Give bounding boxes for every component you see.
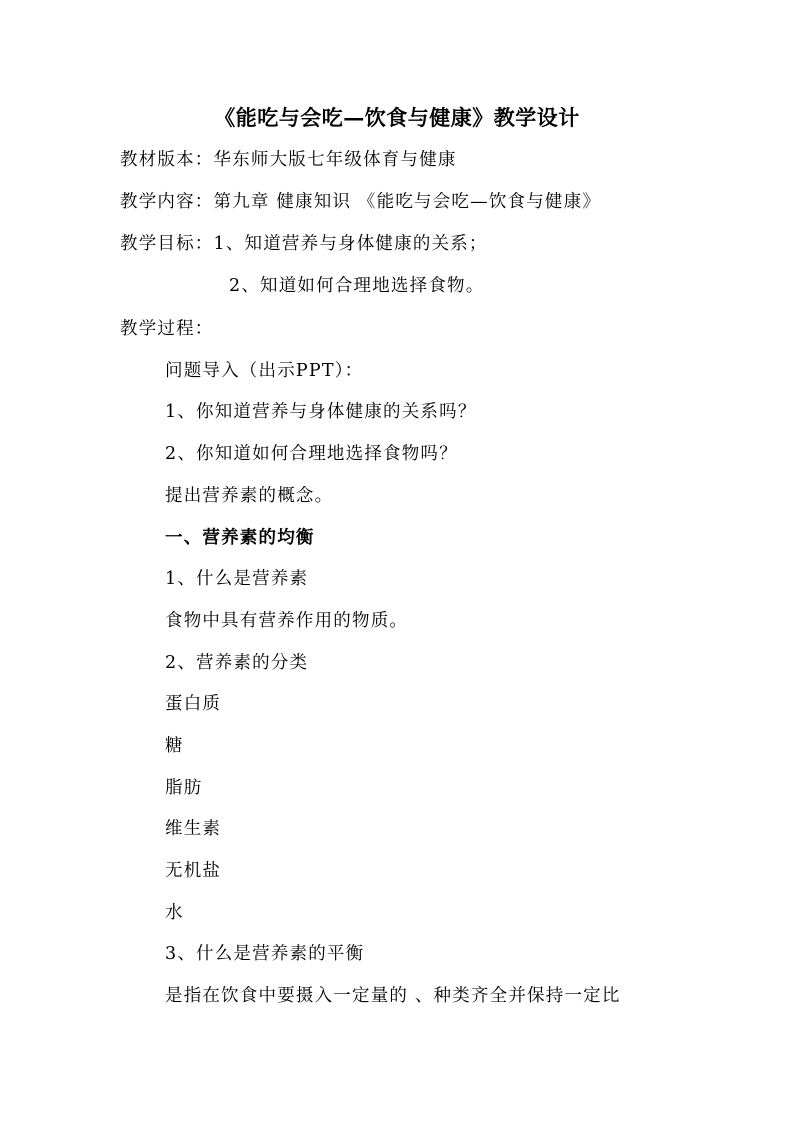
- teaching-goal-2: 2、知道如何合理地选择食物。: [229, 276, 485, 296]
- question-2: 2、你知道如何合理地选择食物吗？: [165, 444, 458, 464]
- teaching-content: 教学内容：第九章 健康知识 《能吃与会吃—饮食与健康》: [120, 192, 602, 212]
- nutrient-item: 无机盐: [165, 861, 222, 881]
- item-3-heading: 3、什么是营养素的平衡: [165, 944, 365, 964]
- item-1-heading: 1、什么是营养素: [165, 569, 309, 589]
- intro-line: 问题导入（出示PPT）：: [165, 361, 364, 381]
- section-heading: 一、营养素的均衡: [165, 528, 315, 548]
- nutrient-item: 脂肪: [165, 778, 203, 798]
- nutrient-item: 糖: [165, 736, 184, 756]
- question-1: 1、你知道营养与身体健康的关系吗？: [165, 402, 477, 422]
- teaching-process-label: 教学过程：: [120, 319, 214, 339]
- item-2-heading: 2、营养素的分类: [165, 653, 309, 673]
- nutrient-item: 蛋白质: [165, 694, 222, 714]
- nutrient-item: 水: [165, 903, 184, 923]
- textbook-version: 教材版本：华东师大版七年级体育与健康: [120, 150, 457, 170]
- concept-line: 提出营养素的概念。: [165, 486, 334, 506]
- item-3-definition: 是指在饮食中要摄入一定量的 、种类齐全并保持一定比: [165, 986, 621, 1006]
- document-title: 《能吃与会吃—饮食与健康》教学设计: [214, 105, 580, 130]
- nutrient-item: 维生素: [165, 819, 222, 839]
- teaching-goal-1: 教学目标：1、知道营养与身体健康的关系；: [120, 234, 488, 254]
- item-1-definition: 食物中具有营养作用的物质。: [165, 611, 409, 631]
